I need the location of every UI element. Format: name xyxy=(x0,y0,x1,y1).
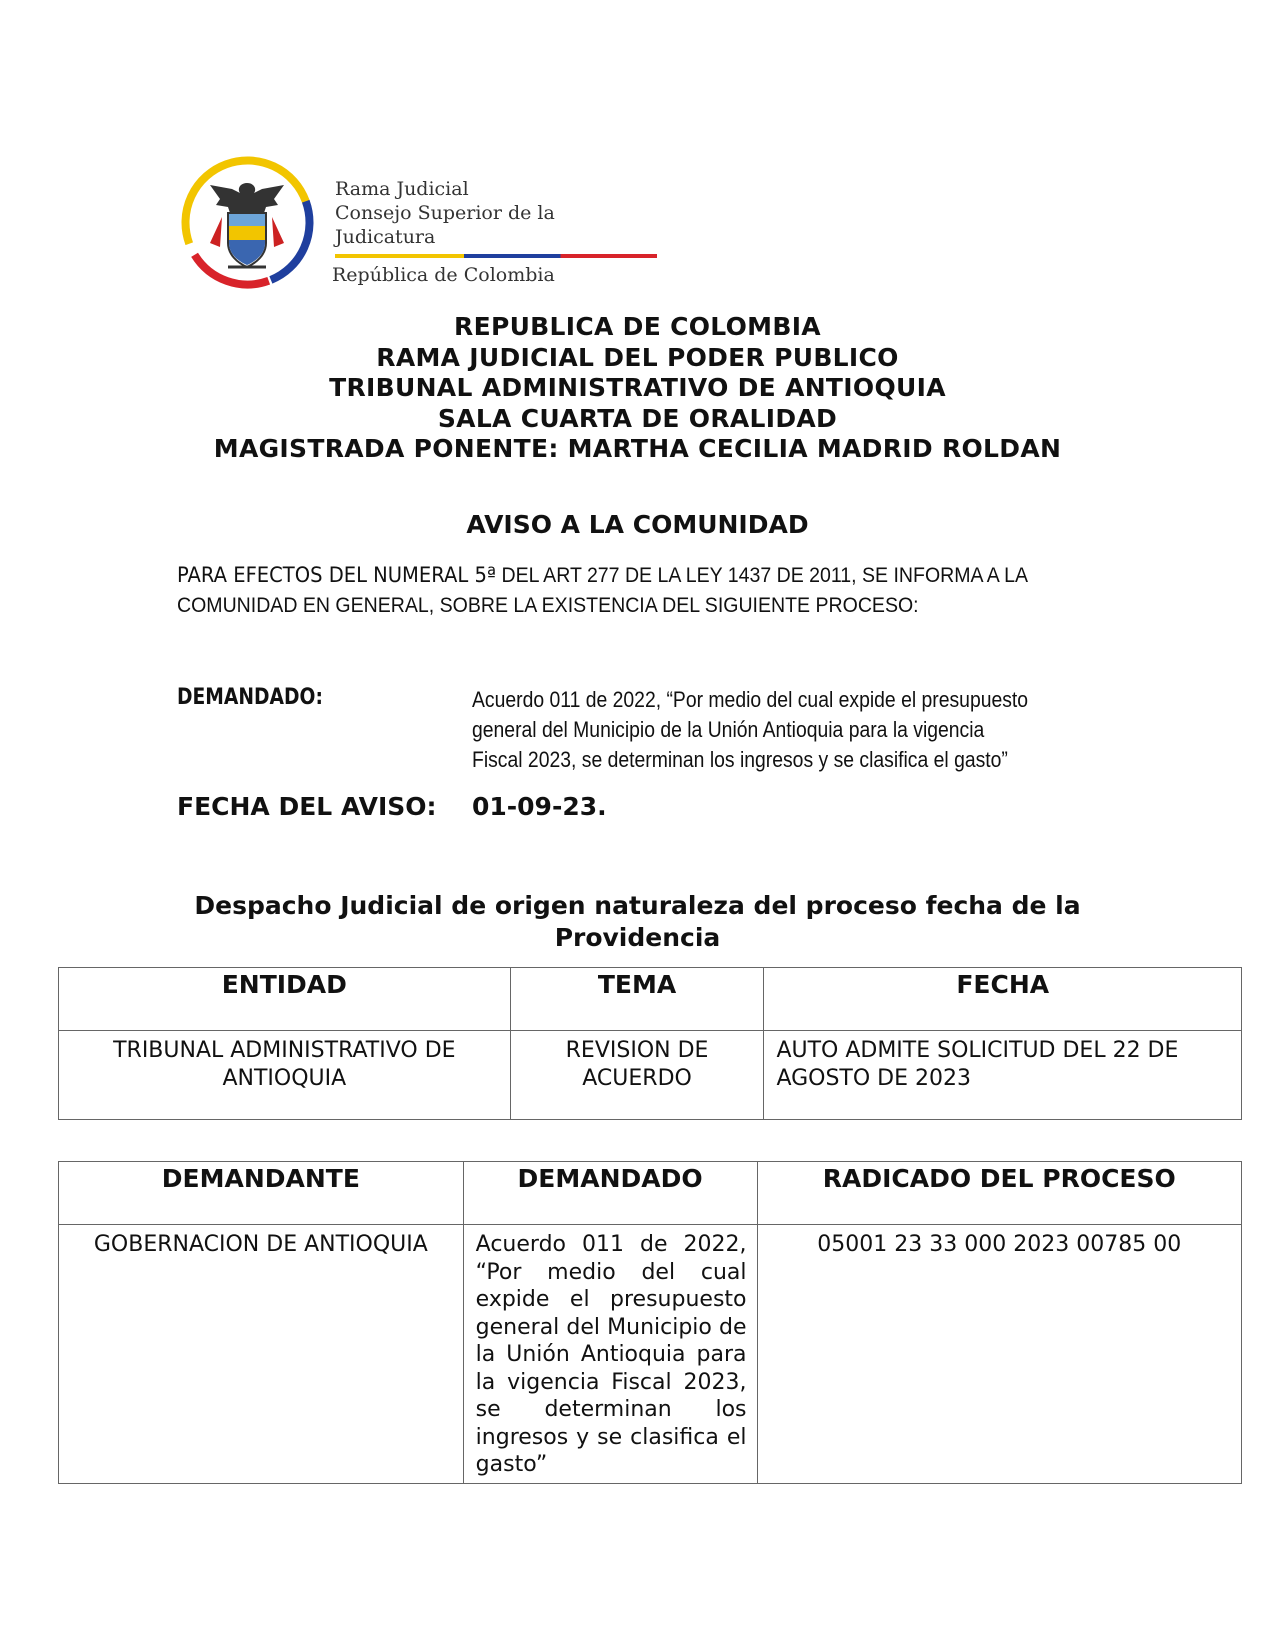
demandado-label: DEMANDADO: xyxy=(177,685,323,710)
despacho-line-1: Despacho Judicial de origen naturaleza del proceso fecha de la xyxy=(194,891,1081,920)
header-demandado: DEMANDADO xyxy=(463,1162,757,1225)
cell-entidad: TRIBUNAL ADMINISTRATIVO DE ANTIOQUIA xyxy=(59,1031,511,1120)
header-entidad: ENTIDAD xyxy=(59,968,511,1031)
cell-demandante: GOBERNACION DE ANTIOQUIA xyxy=(59,1225,464,1484)
despacho-title xyxy=(0,890,1275,954)
intro-lead: PARA EFECTOS DEL NUMERAL 5ª xyxy=(177,563,497,587)
heading-line-5: MAGISTRADA PONENTE: MARTHA CECILIA MADRID ROLDAN xyxy=(213,434,1062,463)
cell-radicado: 05001 23 33 000 2023 00785 00 xyxy=(757,1225,1242,1484)
coat-of-arms-seal-icon xyxy=(180,155,315,290)
heading-line-2: RAMA JUDICIAL DEL PODER PUBLICO xyxy=(376,342,899,372)
demandado-value: Acuerdo 011 de 2022, “Por medio del cual expide el presupuesto general del Municipio de la Unión Antioquia para la vigencia Fiscal 2023, se determinan los ingresos y se clasifica el gasto” xyxy=(472,687,1029,772)
header-fecha: FECHA xyxy=(764,968,1242,1031)
rama-judicial-logo xyxy=(180,155,650,290)
cell-demandado: Acuerdo 011 de 2022, “Por medio del cual expide el presupuesto general del Municipio de la Unión Antioquia para la vigencia Fiscal 2023, se determinan los ingresos y se clasifica el gasto” xyxy=(463,1225,757,1484)
proceso-table xyxy=(58,1161,1242,1484)
logo-line-republica: República de Colombia xyxy=(332,264,555,286)
logo-line-consejo-superior: Consejo Superior de la Judicatura xyxy=(335,202,555,248)
despacho-line-2: Providencia xyxy=(554,923,721,952)
heading-line-3: TRIBUNAL ADMINISTRATIVO DE ANTIOQUIA xyxy=(329,373,946,402)
table-row xyxy=(59,1225,1242,1484)
intro-paragraph xyxy=(177,560,1061,621)
header-radicado: RADICADO DEL PROCESO xyxy=(757,1162,1242,1225)
table-row xyxy=(59,1031,1242,1120)
despacho-table xyxy=(58,967,1242,1120)
cell-tema: REVISION DE ACUERDO xyxy=(510,1031,764,1120)
logo-line-rama-judicial: Rama Judicial xyxy=(335,178,469,200)
fecha-aviso-label: FECHA DEL AVISO: xyxy=(177,792,437,821)
aviso-title: AVISO A LA COMUNIDAD xyxy=(466,510,809,539)
cell-fecha: AUTO ADMITE SOLICITUD DEL 22 DE AGOSTO DE 2023 xyxy=(764,1031,1242,1120)
intro-rest: DEL ART 277 DE LA LEY 1437 DE 2011, SE INFORMA A LA COMUNIDAD EN GENERAL, SOBRE LA EXISTENCIA DEL SIGUIENTE PROCESO: xyxy=(177,564,1028,617)
heading-line-4: SALA CUARTA DE ORALIDAD xyxy=(437,403,838,433)
fecha-aviso-value: 01-09-23. xyxy=(472,792,607,821)
logo-tricolor-rule xyxy=(335,254,657,258)
document-heading xyxy=(0,312,1275,465)
header-tema: TEMA xyxy=(510,968,764,1031)
table-header-row xyxy=(59,968,1242,1031)
header-demandante: DEMANDANTE xyxy=(59,1162,464,1225)
table-header-row xyxy=(59,1162,1242,1225)
heading-line-1: REPUBLICA DE COLOMBIA xyxy=(454,312,821,341)
